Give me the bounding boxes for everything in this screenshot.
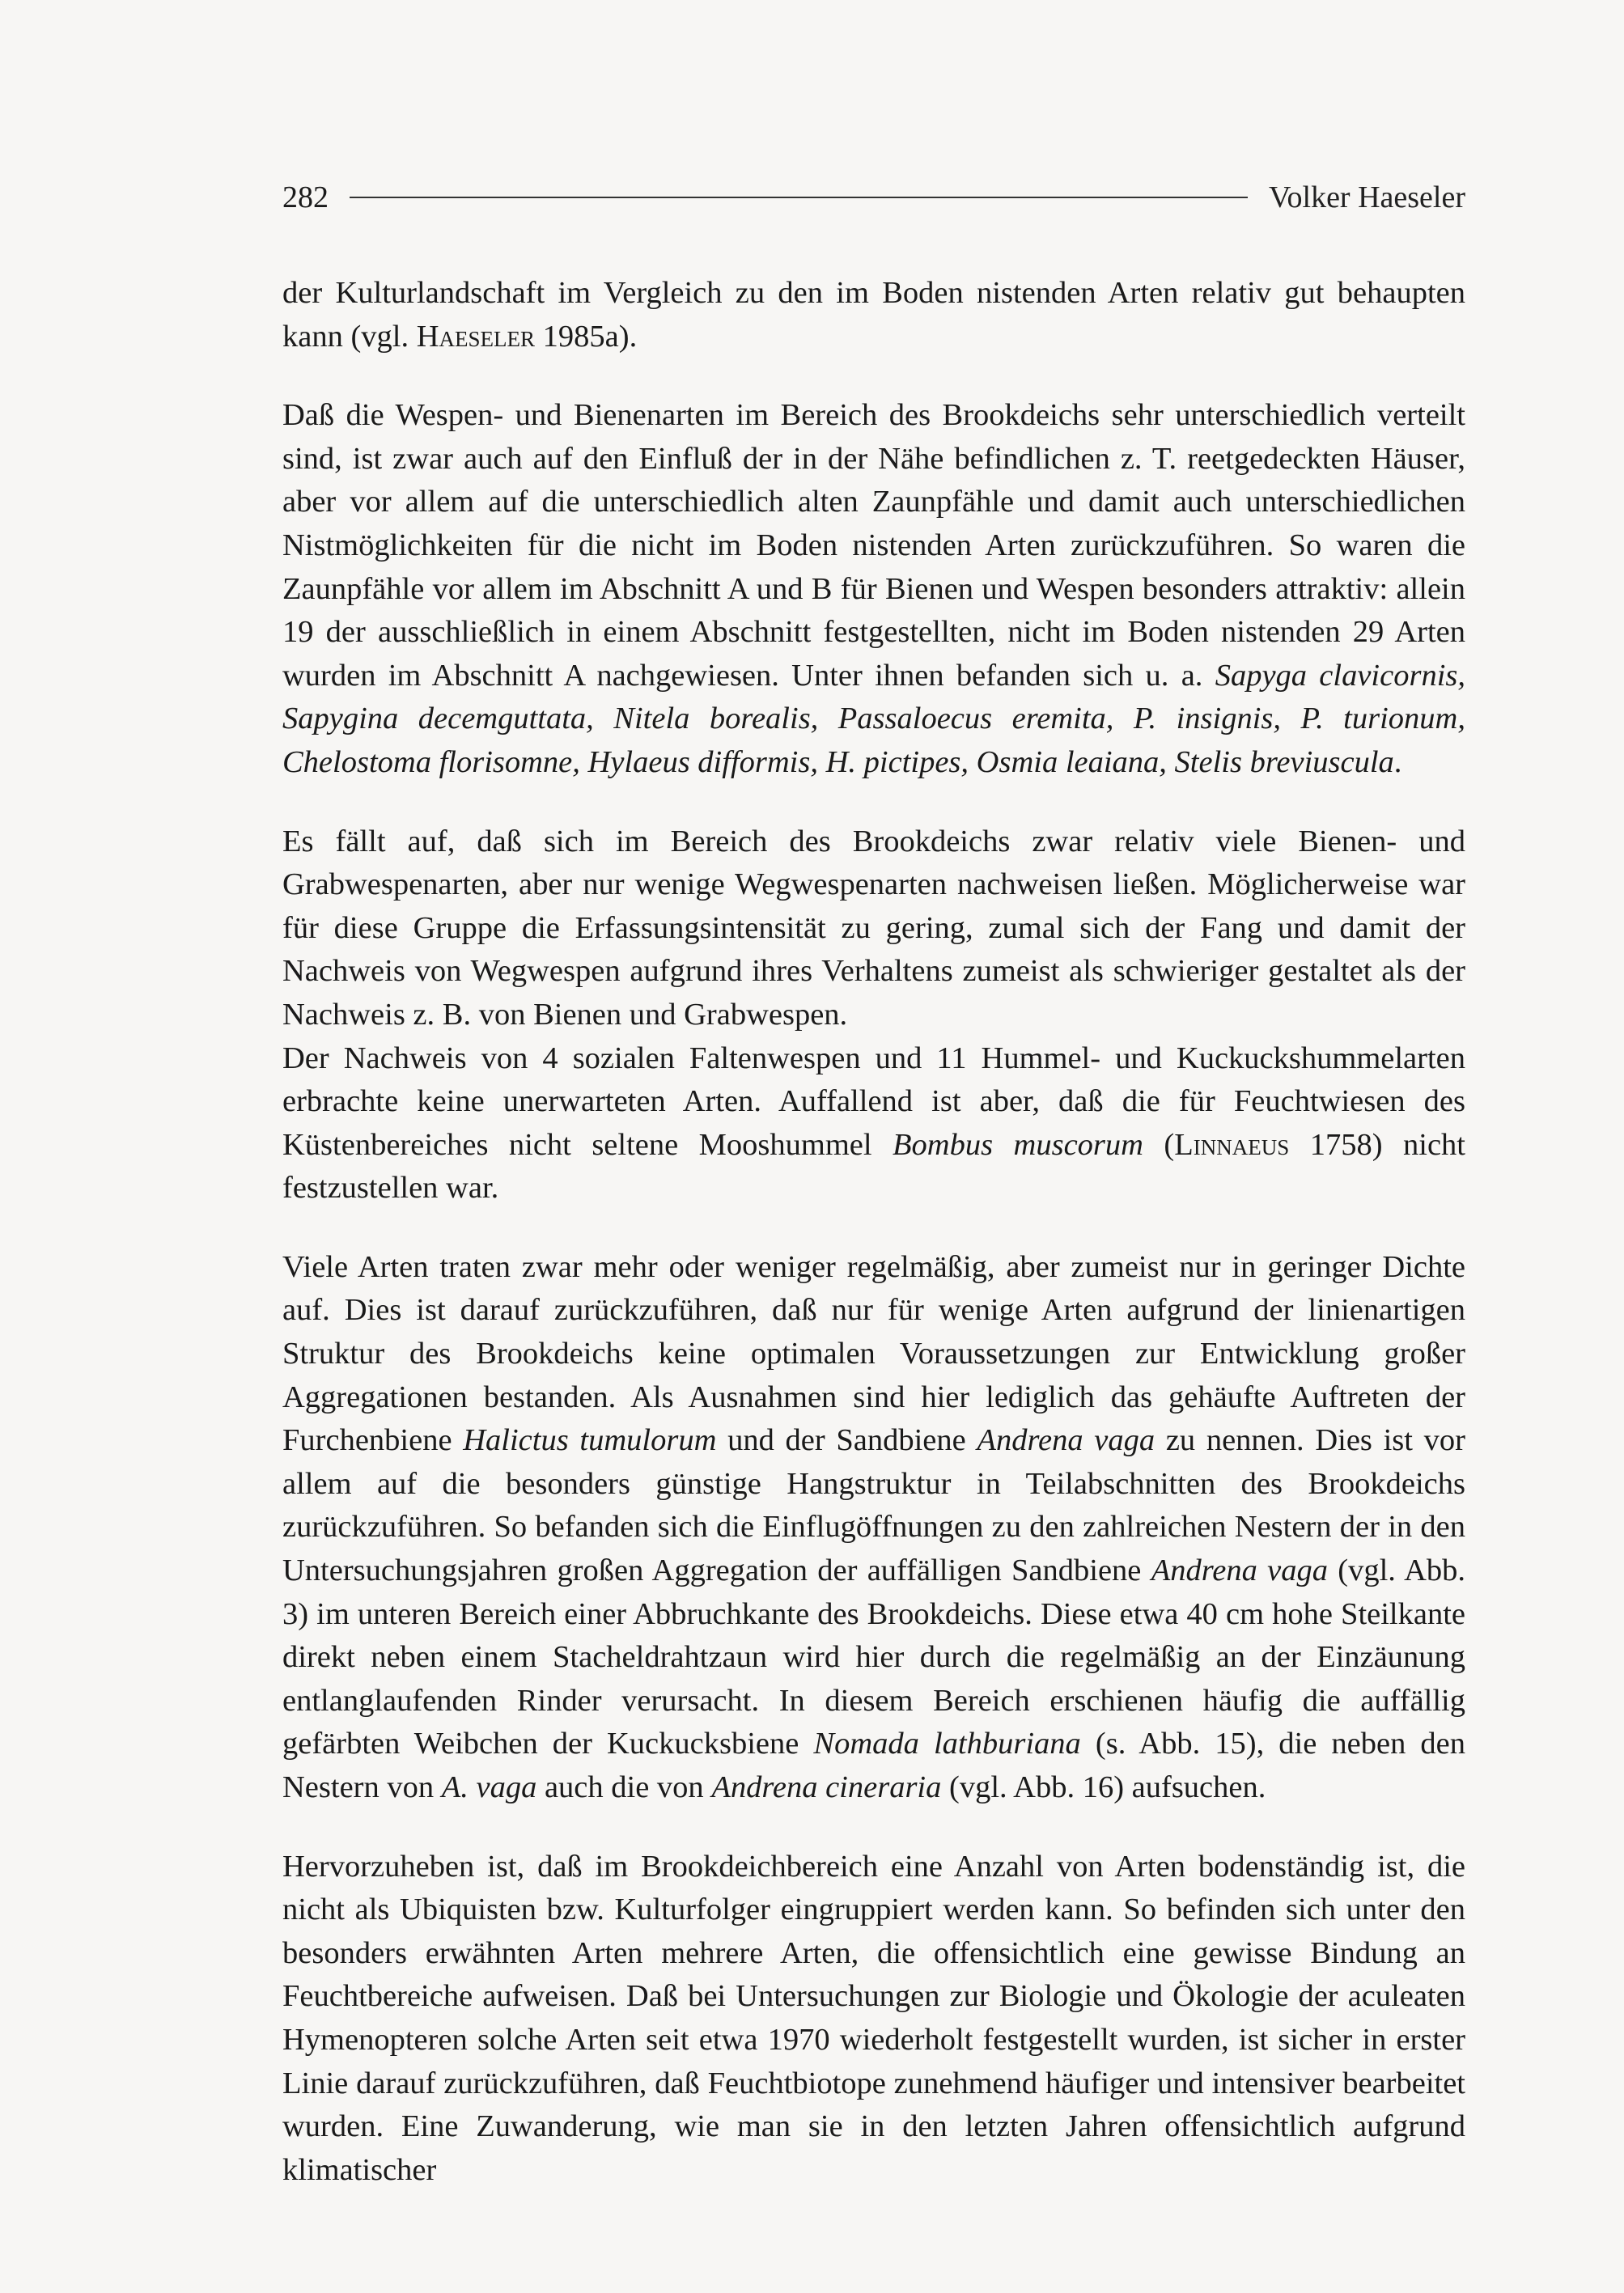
paragraph (282, 1846, 1465, 2193)
text-run: Der Nachweis von 4 sozialen Faltenwespen und 11 Hummel- und Kuckuckshummelarten erbrachte keine unerwarteten Arten. Auffallend ist aber, daß die für Feuchtwiesen des Küstenbereiches nicht seltene Mooshummel (282, 1041, 1465, 1162)
paragraph (282, 1037, 1465, 1210)
body-text (282, 272, 1465, 2227)
text-run: Es fällt auf, daß sich im Bereich des Brookdeichs zwar relativ viele Bienen- und Grabwespenarten, aber nur wenige Wegwespenarten nachweisen ließen. Möglicherweise war für diese Gruppe die Erfassungsintensität zu gering, zumal sich der Fang und damit der Nachweis von Wegwespen aufgrund ihres Verhaltens zumeist als schwieriger gestaltet als der Nachweis z. B. von Bienen und Grabwespen. (282, 824, 1465, 1032)
species-name: Halictus tumulorum (463, 1423, 717, 1458)
paragraph (282, 394, 1465, 784)
page-number: 282 (282, 180, 329, 214)
author-citation: Haeseler (416, 319, 536, 354)
species-name: Andrena vaga (1151, 1553, 1328, 1588)
species-name: Andrena vaga (977, 1423, 1155, 1458)
text-run: und der Sandbiene (716, 1423, 977, 1458)
species-name: Nomada lathburiana (813, 1727, 1081, 1761)
text-run: ( (1143, 1127, 1175, 1162)
text-run: Viele Arten traten zwar mehr oder weniger regelmäßig, aber zumeist nur in geringer Dichte auf. Dies ist darauf zurückzuführen, daß nur für wenige Arten aufgrund der linienartigen Struktur des Brookdeichs keine optimalen Voraussetzungen zur Entwicklung großer Aggregationen bestanden. Als Ausnahmen sind hier lediglich das gehäufte Auftreten der Furchenbiene (282, 1249, 1465, 1458)
paragraph (282, 1246, 1465, 1810)
text-run: . (1393, 744, 1402, 779)
text-run: (vgl. Abb. 3) im unteren Bereich einer Abbruchkante des Brookdeichs. Diese etwa 40 cm hohe Steilkante direkt neben einem Stacheldrahtzaun wird hier durch die regelmäßig an der Einzäunung entlanglaufenden Rinder verursacht. In diesem Bereich erschienen häufig die auffällig gefärbten Weibchen der Kuckucksbiene (282, 1553, 1466, 1761)
running-author: Volker Haeseler (1268, 180, 1465, 214)
species-name: Andrena cineraria (711, 1770, 942, 1804)
text-run: auch die von (536, 1770, 712, 1804)
paragraph (282, 820, 1465, 1037)
species-name: Bombus muscorum (893, 1127, 1143, 1162)
species-name: Sapyga clavicornis, Sapygina decemguttata, Nitela borealis, Passaloecus eremita, P. insignis, P. turionum, Chelostoma florisomne, Hylaeus difformis, H. pictipes, Osmia leaiana, Stelis breviuscula (282, 658, 1465, 779)
text-run: der Kulturlandschaft im Vergleich zu den im Boden nistenden Arten relativ gut behaupten kann (vgl. (282, 276, 1465, 354)
text-run: 1758) nicht festzustellen war. (282, 1127, 1465, 1206)
text-run: (vgl. Abb. 16) aufsuchen. (941, 1770, 1266, 1804)
species-name: A. vaga (441, 1770, 537, 1804)
paragraph (282, 272, 1465, 358)
running-header (282, 176, 1465, 218)
text-run: (s. Abb. 15), die neben den Nestern von (282, 1727, 1465, 1804)
author-citation: Linnaeus (1174, 1127, 1290, 1162)
text-run: Daß die Wespen- und Bienenarten im Bereich des Brookdeichs sehr unterschiedlich verteilt sind, ist zwar auch auf den Einfluß der in der Nähe befindlichen z. T. reetgedeckten Häuser, aber vor allem auf die unterschiedlich alten Zaunpfähle und damit auch unterschiedlichen Nistmöglichkeiten für die nicht im Boden nistenden Arten zurückzuführen. So waren die Zaunpfähle vor allem im Abschnitt A und B für Bienen und Wespen besonders attraktiv: allein 19 der ausschließlich in einem Abschnitt festgestellten, nicht im Boden nistenden 29 Arten wurden im Abschnitt A nachgewiesen. Unter ihnen befanden sich u. a. (282, 398, 1465, 693)
header-rule (350, 197, 1248, 198)
text-run: zu nennen. Dies ist vor allem auf die besonders günstige Hangstruktur in Teilabschnitten des Brookdeichs zurückzuführen. So befanden sich die Einflugöffnungen zu den zahlreichen Nestern der in den Untersuchungsjahren großen Aggregation der auffälligen Sandbiene (282, 1423, 1465, 1588)
text-run: 1985a). (535, 319, 638, 354)
text-run: Hervorzuheben ist, daß im Brookdeichbereich eine Anzahl von Arten bodenständig ist, die nicht als Ubiquisten bzw. Kulturfolger eingruppiert werden kann. So befinden sich unter den besonders erwähnten Arten mehrere Arten, die offensichtlich eine gewisse Bindung an Feuchtbereiche aufweisen. Daß bei Untersuchungen zur Biologie und Ökologie der aculeaten Hymenopteren solche Arten seit etwa 1970 wiederholt festgestellt wurden, ist sicher in erster Linie darauf zurückzuführen, daß Feuchtbiotope zunehmend häufiger und intensiver bearbeitet wurden. Eine Zuwanderung, wie man sie in den letzten Jahren offensichtlich aufgrund klimatischer (282, 1849, 1465, 2187)
